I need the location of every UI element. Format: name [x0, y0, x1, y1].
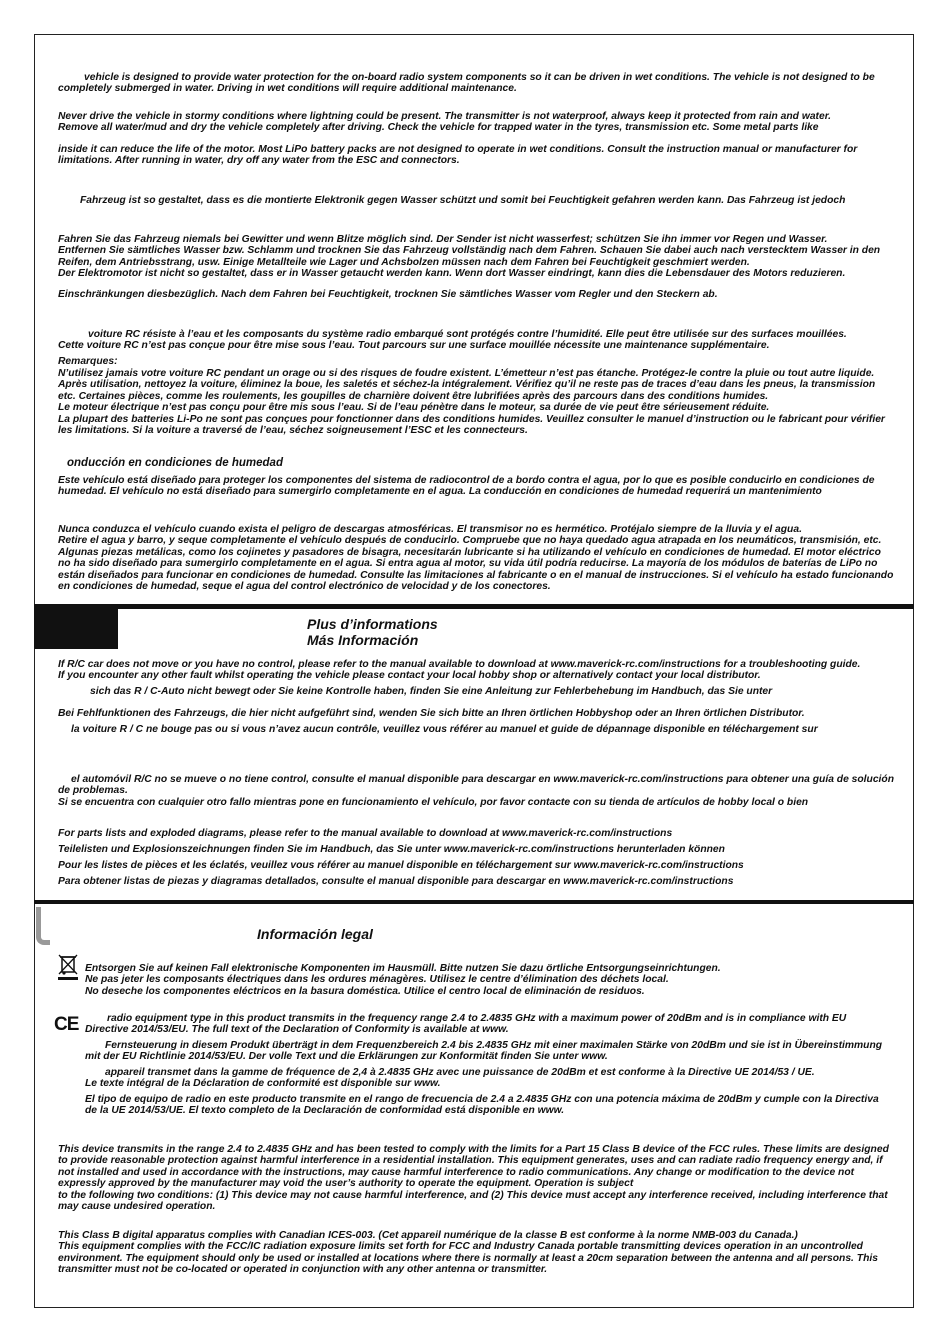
parts-fr: Pour les listes de pièces et les éclatés, veuillez vous référer au manuel disponible en téléchargement sur www.maverick-rc.com/instructions [58, 860, 744, 871]
section-divider [34, 900, 914, 904]
legal-weee: Entsorgen Sie auf keinen Fall elektronische Komponenten im Hausmüll. Bitte nutzen Sie dazu örtliche Entsorgungseinrichtungen. Ne pas jeter les composants électriques dans les ordures ménagères. Utilisez le centre d’élimination des déchets local. No deseche los componentes eléctricos en la basura doméstica. Utilice el centro local de eliminación de residuos. [85, 963, 721, 997]
water-es-intro: Este vehículo está diseñado para proteger los componentes del sistema de radiocontrol de a bordo contra el agua, por lo que es posible conducirlo en condiciones de humedad. El vehículo no está diseñado para sumergirlo completamente en el agua. La conducción en condiciones de humedad requerirá un mantenimiento [58, 475, 875, 498]
legal-ce-de: Fernsteuerung in diesem Produkt überträgt in dem Frequenzbereich 2.4 bis 2.4835 GHz mit einer maximalen Stärke von 20dBm und sie ist in Übereinstimmung mit der EU Richtlinie 2014/53/EU. Der volle Text und die Erklärungen zur Konformität finden Sie unter www. [85, 1040, 883, 1063]
legal-ce-fr: appareil transmet dans la gamme de fréquence de 2,4 à 2.4835 GHz avec une puissance de 20dBm et est conforme à la Directive UE 2014/53 / UE. Le texte intégral de la Déclaration de conformité est disponible sur www. [85, 1067, 815, 1090]
parts-de: Teilelisten und Explosionszeichnungen finden Sie im Handbuch, das Sie unter www.maverick-rc.com/instructions herunterladen können [58, 844, 725, 855]
water-de-limits: Einschränkungen diesbezüglich. Nach dem Fahren bei Feuchtigkeit, trocknen Sie sämtliches Wasser vom Regler und den Steckern ab. [58, 289, 718, 300]
legal-ce-es: El tipo de equipo de radio en este producto transmite en el rango de frecuencia de 2.4 a 2.4835 GHz con una potencia máxima de 20dBm y cumple con la Directiva de la UE 2014/53/UE. El texto completo de la Declaración de conformidad está disponible en www. [85, 1094, 879, 1117]
water-en-warnings: Never drive the vehicle in stormy conditions where lightning could be present. The transmitter is not waterproof, always keep it protected from rain and water. Remove all water/mud and dry the vehicle completely after driving. Check the vehicle for trapped water in the tyres, transmission etc. Some metal parts like [58, 111, 832, 134]
ce-mark-icon: CE [54, 1014, 79, 1035]
crossed-out-wheelie-bin-icon [57, 953, 79, 981]
water-fr-remarks: N’utilisez jamais votre voiture RC pendant un orage ou si des risques de foudre existent. L’émetteur n’est pas étanche. Protégez-le contre la pluie ou tout autre liquide. Après utilisation, nettoyez la voiture, éliminez la boue, les saletés et séchez-la intégralement. Vérifiez qu’il ne reste pas de traces d’eau dans les pneus, la transmission etc. Certaines pièces, comme les roulements, les goupilles de charnière doivent être lubrifiées après des parcours dans des conditions humides. Le moteur électrique n’est pas conçu pour être mis sous l’eau. Si de l’eau pénètre dans le moteur, sa durée de vie peut être sérieusement réduite. La plupart des batteries Li-Po ne sont pas conçues pour fonctionner dans des conditions humides. Veuillez consulter le manuel d’instruction ou le fabricant pour vérifier les limitations. Si la voiture a traversé de l’eau, séchez soigneusement l’ESC et les connecteurs. [58, 368, 885, 437]
more-info-title-es: Más Información [307, 632, 419, 648]
more-info-es: el automóvil R/C no se mueve o no tiene control, consulte el manual disponible para descargar en www.maverick-rc.com/instructions para obtener una guía de solución de problemas. Si se encuentra con cualquier otro fallo mientras pone en funcionamiento el vehículo, por favor contacte con su tienda de artículos de hobby local o bien [58, 774, 894, 808]
more-info-en: If R/C car does not move or you have no control, please refer to the manual available to download at www.maverick-rc.com/instructions for a troubleshooting guide. If you encounter any other fault whilst operating the vehicle please contact your local hobby shop or alternatively contact your local distributor. [58, 659, 861, 682]
legal-ce-en: radio equipment type in this product transmits in the frequency range 2.4 to 2.4835 GHz with a maximum power of 20dBm and is in compliance with EU Directive 2014/53/EU. The full text of the Declaration of Conformity is available at www. [85, 1013, 847, 1036]
water-fr-intro: voiture RC résiste à l’eau et les composants du système radio embarqué sont protégés contre l’humidité. Elle peut être utilisée sur des surfaces mouillées. Cette voiture RC n’est pas conçue pour être mise sous l’eau. Tout parcours sur une surface mouillée nécessite une maintenance supplémentaire. [58, 329, 847, 352]
parts-es: Para obtener listas de piezas y diagramas detallados, consulte el manual disponible para descargar en www.maverick-rc.com/instructions [58, 876, 734, 887]
more-info-title-fr: Plus d’informations [307, 616, 438, 632]
more-info-de-2: Bei Fehlfunktionen des Fahrzeugs, die hier nicht aufgeführt sind, wenden Sie sich bitte an Ihren örtlichen Hobbyshop oder an Ihren örtlichen Distributor. [58, 708, 805, 719]
water-fr-remarks-label: Remarques: [58, 356, 118, 367]
section-tab-more-info [34, 604, 118, 649]
water-es-heading: onducción en condiciones de humedad [67, 457, 283, 469]
more-info-de-1: sich das R / C-Auto nicht bewegt oder Sie keine Kontrolle haben, finden Sie eine Anleitung zur Fehlerbehebung im Handbuch, das Sie unter [90, 686, 773, 697]
water-de-intro: Fahrzeug ist so gestaltet, dass es die montierte Elektronik gegen Wasser schützt und somit bei Feuchtigkeit gefahren werden kann. Das Fahrzeug ist jedoch [80, 195, 846, 206]
water-en-motor: inside it can reduce the life of the motor. Most LiPo battery packs are not designed to operate in wet conditions. Consult the instruction manual or manufacturer for limitations. After running in water, dry off any water from the ESC and connectors. [58, 144, 858, 167]
section-divider [34, 604, 914, 609]
parts-en: For parts lists and exploded diagrams, please refer to the manual available to download at www.maverick-rc.com/instructions [58, 828, 673, 839]
water-de-warnings: Fahren Sie das Fahrzeug niemals bei Gewitter und wenn Blitze möglich sind. Der Sender ist nicht wasserfest; schützen Sie ihn immer vor Regen und Wasser. Entfernen Sie sämtliches Wasser bzw. Schlamm und trocknen Sie das Fahrzeug vollständig nach dem Fahren. Schauen Sie dabei auch nach verstecktem Wasser in den Reifen, dem Antriebsstrang, usw. Einige Metallteile wie Lager und Achsbolzen müssen nach dem Fahren bei Feuchtigkeit geschmiert werden. Der Elektromotor ist nicht so gestaltet, dass er in Wasser getaucht werden kann. Wenn dort Wasser eindringt, kann dies die Lebensdauer des Motors reduzieren. [58, 234, 881, 280]
water-es-warnings: Nunca conduzca el vehículo cuando exista el peligro de descargas atmosféricas. El transmisor no es hermético. Protéjalo siempre de la lluvia y el agua. Retire el agua y barro, y seque completamente el vehículo después de conducirlo. Compruebe que no haya quedado agua atrapada en los neumáticos, transmisión, etc. Algunas piezas metálicas, como los cojinetes y pasadores de bisagra, necesitarán lubricante si ha utilizando el vehículo en condiciones de humedad. El motor eléctrico no ha sido diseñado para sumergirlo completamente en el agua. Si entra agua al motor, su vida útil podría reducirse. La mayoría de los módulos de baterías de LiPo no están diseñados para funcionar en condiciones de humedad. Consulte las limitaciones al fabricante o en el manual de instrucciones. Si el vehículo ha estado funcionando en condiciones de humedad, seque el agua del control electrónico de velocidad y de los conectores. [58, 524, 894, 593]
legal-title-es: Información legal [257, 926, 373, 942]
more-info-fr: la voiture R / C ne bouge pas ou si vous n’avez aucun contrôle, veuillez vous référer au manuel et guide de dépannage disponible en téléchargement sur [71, 724, 818, 735]
water-en-intro: vehicle is designed to provide water protection for the on-board radio system components so it can be driven in wet conditions. The vehicle is not designed to be completely submerged in water. Driving in wet conditions will require additional maintenance. [58, 72, 875, 95]
legal-fcc: This device transmits in the range 2.4 to 2.4835 GHz and has been tested to comply with the limits for a Part 15 Class B device of the FCC rules. These limits are designed to provide reasonable protection against harmful interference in a residential installation. This equipment generates, uses and can radiate radio frequency energy and, if not installed and used in accordance with the instructions, may cause harmful interference to radio communications. Any change or modification to the device not expressly approved by the manufacturer may void the user’s authority to operate the equipment. Operation is subject to the following two conditions: (1) This device may not cause harmful interference, and (2) This device must accept any interference received, including interference that may cause undesired operation. [58, 1144, 889, 1213]
section-corner-mark [36, 907, 50, 945]
legal-ices: This Class B digital apparatus complies with Canadian ICES-003. (Cet appareil numérique de la classe B est conforme à la norme NMB-003 du Canada.) This equipment complies with the FCC/IC radiation exposure limits set forth for FCC and Industry Canada portable transmitting devices operation in an uncontrolled environment. The equipment should only be used or installed at locations where there is normally at least a 20cm separation between the antenna and all persons. This transmitter must not be co-located or operated in conjunction with any other antenna or transmitter. [58, 1230, 878, 1276]
